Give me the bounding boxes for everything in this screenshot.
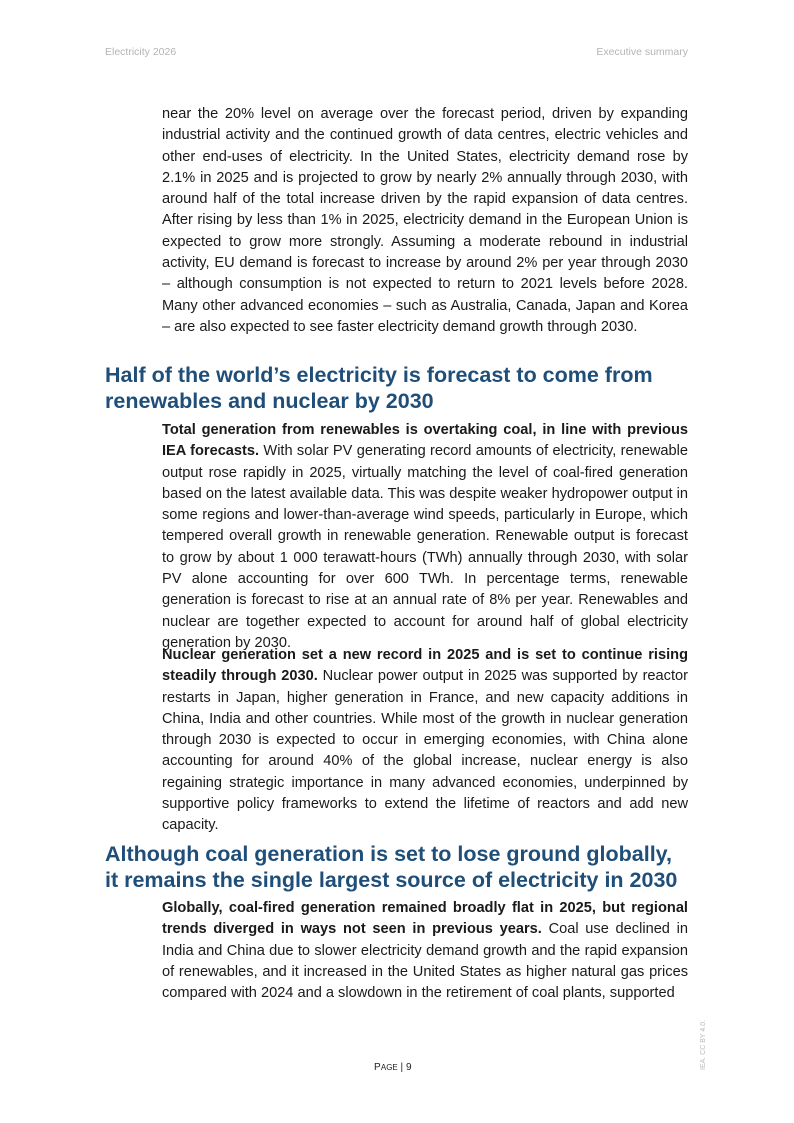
nuclear-paragraph: [162, 645, 688, 837]
nuclear-lead: Nuclear generation set a new record in 2025 and is set to continue rising steadily through 2030.: [162, 647, 688, 685]
renewables-paragraph-block: [162, 420, 688, 654]
running-header-section: Executive summary: [596, 46, 688, 58]
heading-line-1: Half of the world’s electricity is forecast to come from: [105, 363, 653, 387]
demand-paragraph-block: [162, 104, 688, 338]
section-heading-coal: [105, 841, 705, 893]
coal-lead: Globally, coal-fired generation remained broadly flat in 2025, but regional trends diverged in ways not seen in previous years.: [162, 900, 688, 938]
demand-paragraph: near the 20% level on average over the forecast period, driven by expanding industrial activity and the continued growth of data centres, electric vehicles and other end-uses of electricity. In the United States, electricity demand rose by 2.1% in 2025 and is projected to grow by nearly 2% annually through 2030, with around half of the total increase driven by the rapid expansion of data centres. After rising by less than 1% in 2025, electricity demand in the European Union is expected to grow more strongly. Assuming a moderate rebound in industrial activity, EU demand is forecast to increase by around 2% per year through 2030 – although consumption is not expected to return to 2021 levels before 2028. Many other advanced economies – such as Australia, Canada, Japan and Korea – are also expected to see faster electricity demand growth through 2030.: [162, 106, 688, 335]
heading-line-2: renewables and nuclear by 2030: [105, 389, 434, 413]
page-number-value: 9: [405, 1062, 412, 1073]
renewables-paragraph: [162, 420, 688, 654]
running-header-title: Electricity 2026: [105, 46, 177, 58]
page-number: PAGE | 9: [374, 1062, 412, 1073]
heading-line-1: Although coal generation is set to lose ground globally,: [105, 842, 672, 866]
renewables-text: With solar PV generating record amounts of electricity, renewable output rose rapidly in 2025, virtually matching the level of coal-fired generation based on the latest available data. This was despite weaker hydropower output in some regions and lower-than-average wind speeds, particularly in Europe, which tempered overall growth in renewable generation. Renewable output is forecast to grow by about 1 000 terawatt-hours (TWh) annually through 2030, with solar PV alone accounting for over 600 TWh. In percentage terms, renewable generation is forecast to rise at an annual rate of 8% per year. Renewables and nuclear are together expected to account for around half of global electricity generation by 2030.: [162, 443, 688, 651]
heading-line-2: it remains the single largest source of electricity in 2030: [105, 868, 678, 892]
renewables-lead: Total generation from renewables is overtaking coal, in line with previous IEA forecasts.: [162, 422, 688, 460]
coal-text: Coal use declined in India and China due to slower electricity demand growth and the rapid expansion of renewables, and it increased in the United States as higher natural gas prices compared with 2024 and a slowdown in the retirement of coal plants, supported: [162, 921, 689, 1002]
coal-paragraph: [162, 898, 688, 1004]
section-heading-renewables-nuclear: [105, 362, 705, 414]
coal-paragraph-block: [162, 898, 688, 1004]
license-notice: IEA. CC BY 4.0.: [700, 1019, 707, 1070]
nuclear-text: Nuclear power output in 2025 was supported by reactor restarts in Japan, higher generation in France, and new capacity additions in China, India and other countries. While most of the growth in nuclear generation through 2030 is expected to occur in emerging economies, with China alone accounting for around 40% of the global increase, nuclear energy is also regaining strategic importance in many advanced economies, underpinned by supportive policy frameworks to extend the lifetime of reactors and add new capacity.: [162, 668, 688, 834]
nuclear-paragraph-block: [162, 645, 688, 837]
